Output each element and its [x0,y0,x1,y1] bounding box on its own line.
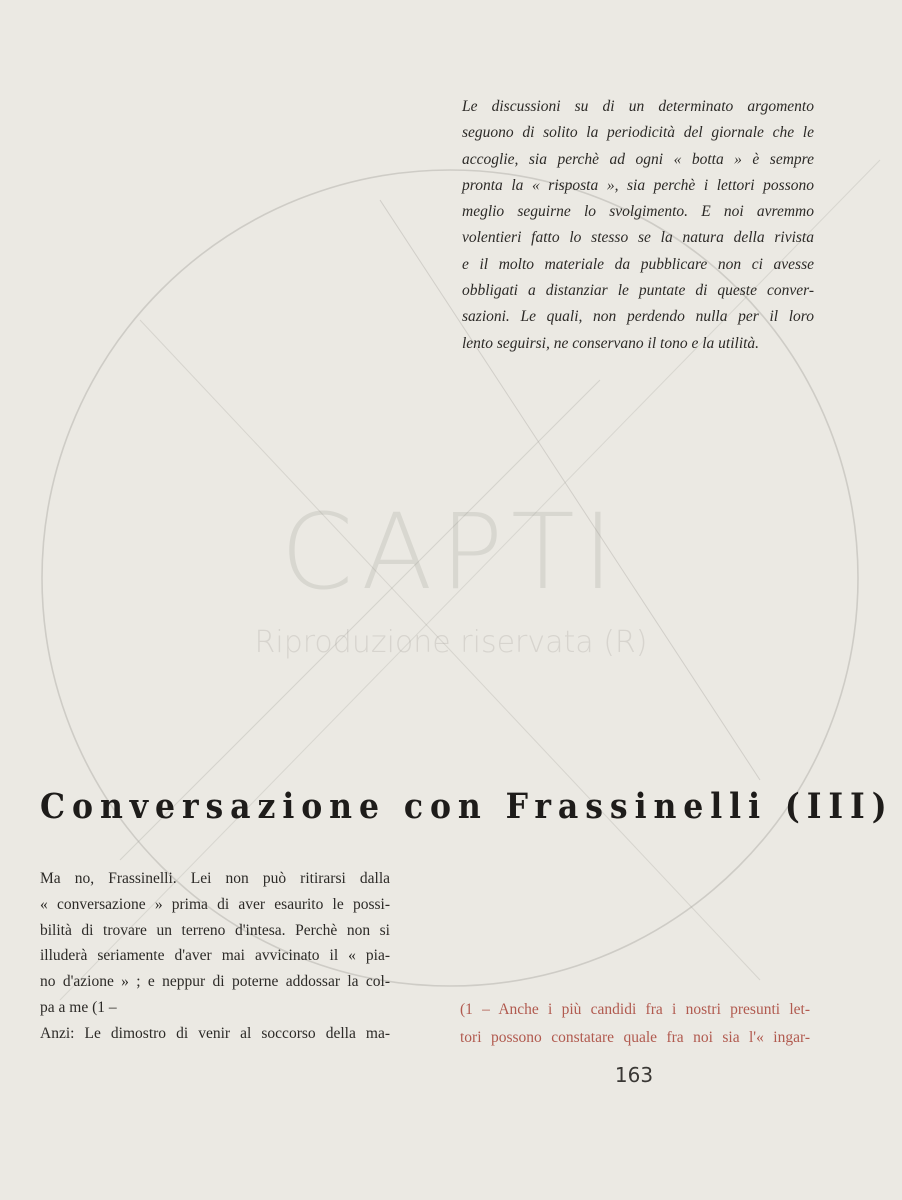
intro-paragraph [462,94,814,357]
intro-line: seguono di solito la periodicità del giornale che le [462,124,814,142]
footnote-line: tori possono constatare quale fra noi sia l'« ingar- [460,1029,810,1046]
body-line: bilità di trovare un terreno d'intesa. Perchè non si [40,921,390,939]
intro-line: accoglie, sia perchè ad ogni « botta » è sempre [462,150,814,168]
intro-line: meglio seguirne lo svolgimento. E noi avremmo [462,203,814,221]
intro-line: sazioni. Le quali, non perdendo nulla per il loro [462,308,814,326]
watermark-subtext: Riproduzione riservata (R) [254,625,648,660]
body-paragraph [40,866,390,1047]
watermark-text: CAPTI [280,491,622,613]
page-number: 163 [614,1063,654,1087]
intro-line: lento seguirsi, ne conservano il tono e la utilità. [462,334,760,352]
body-line: no d'azione » ; e neppur di poterne addossar la col- [40,973,390,991]
body-line: pa a me (1 – [40,998,117,1016]
article-title: Conversazione con Frassinelli (III) [40,786,894,827]
footnote-line: (1 – Anche i più candidi fra i nostri presunti let- [460,1001,810,1018]
body-line: illuderà seriamente d'aver mai avvicinato il « pia- [40,947,390,965]
body-line: « conversazione » prima di aver esaurito le possi- [40,895,390,913]
intro-line: Le discussioni su di un determinato argomento [462,98,814,115]
footnote [460,996,810,1052]
intro-line: pronta la « risposta », sia perchè i lettori possono [462,176,814,194]
body-line: Anzi: Le dimostro di venir al soccorso della ma- [40,1024,390,1042]
body-line: Ma no, Frassinelli. Lei non può ritirarsi dalla [40,870,390,887]
intro-line: volentieri fatto lo stesso se la natura della rivista [462,229,814,247]
intro-line: obbligati a distanziar le puntate di queste conver- [462,282,814,300]
intro-line: e il molto materiale da pubblicare non ci avesse [462,255,814,273]
